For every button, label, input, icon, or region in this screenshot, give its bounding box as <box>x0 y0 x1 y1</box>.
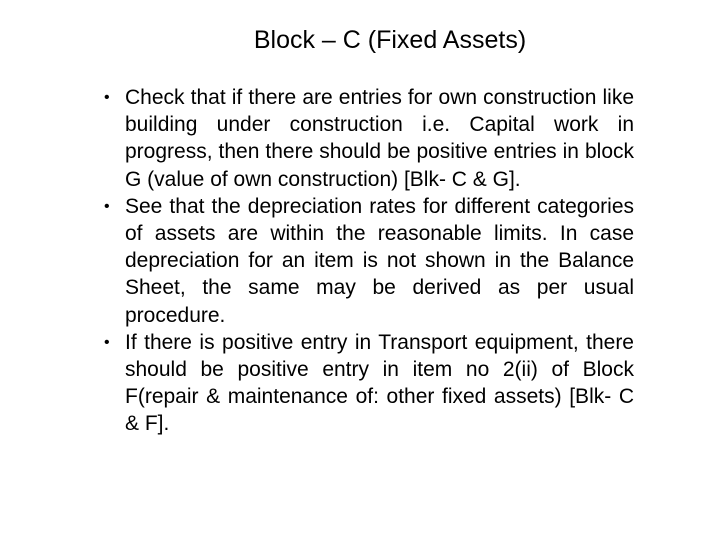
bullet-text: Check that if there are entries for own construction like building under construction i.e. Capital work in progress, then there should be positive entries in block G (value of own construction) [Blk- C & G]. <box>125 86 634 191</box>
bullet-item-depreciation <box>104 193 634 329</box>
bullet-text: See that the depreciation rates for different categories of assets are within the reasonable limits. In case depreciation for an item is not shown in the Balance Sheet, the same may be derived as per usual procedure. <box>125 194 634 327</box>
bullet-icon: • <box>104 333 110 351</box>
bullet-list <box>104 84 634 438</box>
bullet-item-own-construction <box>104 84 634 193</box>
slide-title: Block – C (Fixed Assets) <box>253 26 527 54</box>
bullet-icon: • <box>104 197 110 215</box>
bullet-item-transport-equipment <box>104 329 634 438</box>
bullet-icon: • <box>104 89 110 106</box>
bullet-text: If there is positive entry in Transport equipment, there should be positive entry in item no 2(ii) of Block F(repair & maintenance of: other fixed assets) [Blk- C & F]. <box>125 330 634 436</box>
